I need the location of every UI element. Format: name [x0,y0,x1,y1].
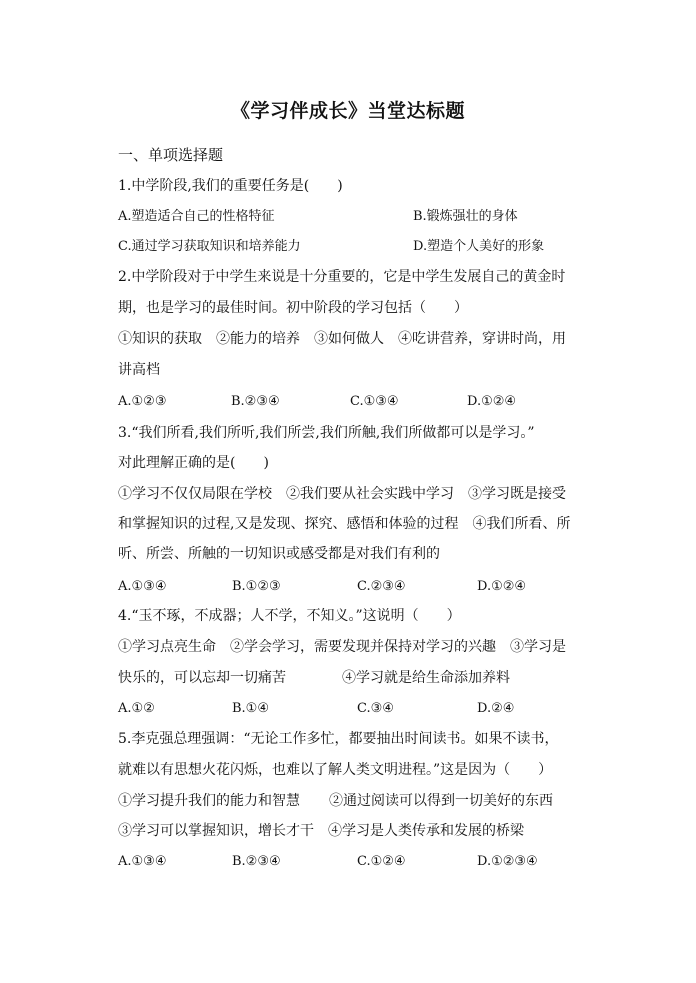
question-2-items-line-2: 讲高档 [118,362,160,378]
question-4-option-d: D.②④ [477,701,515,716]
question-4-option-a: A.①② [118,701,155,716]
question-2-items-line-1: ①知识的获取 ②能力的培养 ③如何做人 ④吃讲营养，穿讲时尚，用 [118,331,566,347]
question-2-option-c: C.①③④ [350,394,399,409]
question-5-option-c: C.①②④ [357,854,406,869]
question-3-items-line-1: ①学习不仅仅局限在学校 ②我们要从社会实践中学习 ③学习既是接受 [118,486,566,502]
question-2-option-b: B.②③④ [231,394,280,409]
question-3-items-line-3: 听、所尝、所触的一切知识或感受都是对我们有利的 [118,546,440,562]
question-1-stem: 1.中学阶段,我们的重要任务是( ) [118,178,343,194]
question-1-option-d: D.塑造个人美好的形象 [413,239,545,254]
question-4-option-b: B.①④ [232,701,269,716]
question-5-stem-line-2: 就难以有思想火花闪烁，也难以了解人类文明进程。”这是因为（ ） [118,762,553,778]
question-5-items-line-1b: ②通过阅读可以得到一切美好的东西 [329,793,553,809]
question-5-option-b: B.②③④ [232,854,281,869]
question-1-option-c: C.通过学习获取知识和培养能力 [118,239,301,254]
question-3-option-b: B.①②③ [232,579,281,594]
question-2-stem-line-2: 期，也是学习的最佳时间。初中阶段的学习包括（ ） [118,300,468,316]
question-2-option-a: A.①②③ [118,394,167,409]
question-3-option-d: D.①②④ [477,579,527,594]
question-1-option-a: A.塑造适合自己的性格特征 [118,209,275,224]
question-4-items-line-1: ①学习点亮生命 ②学会学习，需要发现并保持对学习的兴趣 ③学习是 [118,639,566,655]
question-2-option-d: D.①②④ [467,394,517,409]
question-3-stem-line-2: 对此理解正确的是( ) [118,455,269,471]
question-4-stem: 4.“玉不琢，不成器；人不学，不知义。”这说明（ ） [118,608,461,624]
question-3-stem-line-1: 3.“我们所看,我们所听,我们所尝,我们所触,我们所做都可以是学习。” [118,425,535,441]
question-3-option-a: A.①③④ [118,579,167,594]
question-5-items-line-1a: ①学习提升我们的能力和智慧 [118,793,300,809]
question-4-items-line-2a: 快乐的，可以忘却一切痛苦 [118,670,286,686]
question-2-stem-line-1: 2.中学阶段对于中学生来说是十分重要的，它是中学生发展自己的黄金时 [118,269,566,285]
question-5-option-d: D.①②③④ [477,854,538,869]
question-1-option-b: B.锻炼强壮的身体 [413,209,518,224]
question-5-option-a: A.①③④ [118,854,167,869]
question-4-items-line-2b: ④学习就是给生命添加养料 [342,670,510,686]
document-title: 《学习伴成长》当堂达标题 [230,100,465,122]
section-heading: 一、单项选择题 [118,146,224,164]
question-4-option-c: C.③④ [357,701,394,716]
question-5-stem-line-1: 5.李克强总理强调：“无论工作多忙，都要抽出时间读书。如果不读书， [118,731,559,747]
question-5-items-line-2: ③学习可以掌握知识，增长才干 ④学习是人类传承和发展的桥梁 [118,823,524,839]
question-3-option-c: C.②③④ [357,579,406,594]
question-3-items-line-2: 和掌握知识的过程,又是发现、探究、感悟和体验的过程 ④我们所看、所 [118,516,571,532]
